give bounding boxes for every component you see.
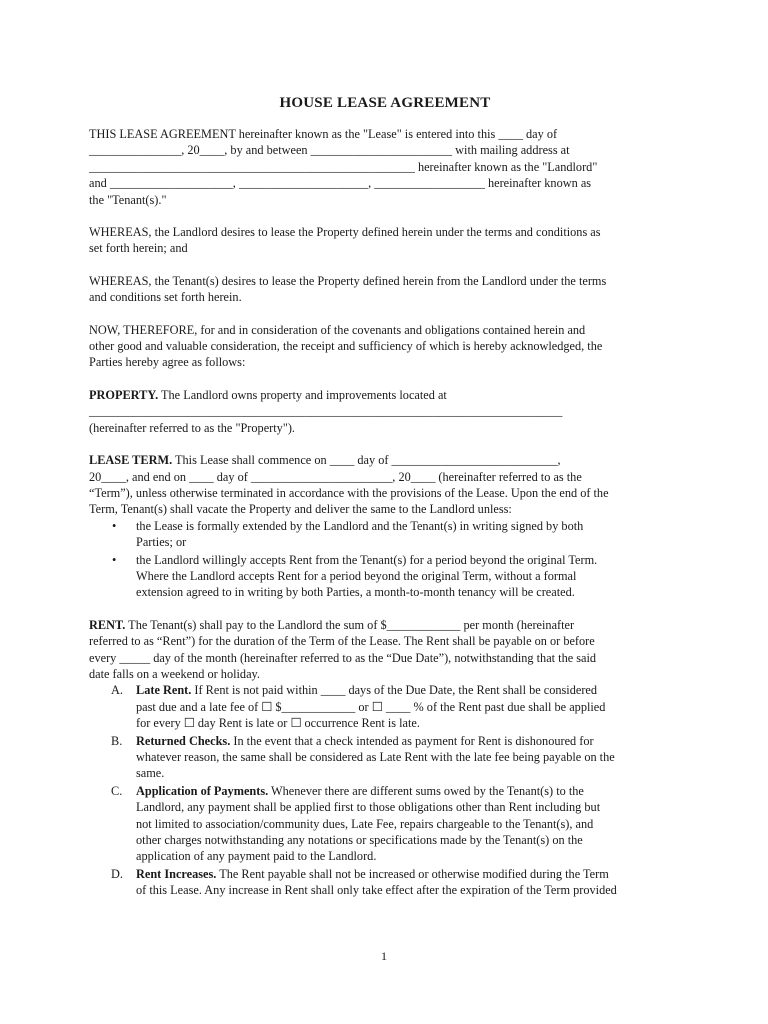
rent-heading: RENT.	[89, 617, 126, 632]
lease-term-conditions-list	[89, 518, 681, 601]
now-therefore-paragraph	[89, 322, 681, 371]
property-line: The Landlord owns property and improvements located at	[158, 387, 447, 402]
lease-term-heading: LEASE TERM.	[89, 453, 173, 468]
whereas-line: set forth herein; and	[89, 241, 188, 256]
subsection-line: Landlord, any payment shall be applied first to those obligations other than Rent including but	[136, 800, 601, 815]
subsection-heading: Late Rent.	[136, 683, 192, 698]
whereas-landlord-paragraph	[89, 224, 681, 257]
whereas-line: WHEREAS, the Landlord desires to lease the Property defined herein under the terms and conditions as	[89, 225, 601, 240]
subsection-line: The Rent payable shall not be increased or otherwise modified during the Term	[216, 866, 609, 881]
whereas-line: WHEREAS, the Tenant(s) desires to lease the Property defined herein from the Landlord under the terms	[89, 273, 607, 288]
subsection-heading: Application of Payments.	[136, 783, 269, 798]
rent-subsection-application-of-payments	[89, 783, 681, 865]
subsection-line: application of any payment paid to the Landlord.	[136, 849, 377, 864]
list-item-line: extension agreed to in writing by both Parties, a month-to-month tenancy will be created.	[136, 585, 575, 600]
intro-line: THIS LEASE AGREEMENT hereinafter known as the "Lease" is entered into this ____ day of	[89, 127, 558, 141]
list-item-line: the Lease is formally extended by the Landlord and the Tenant(s) in writing signed by both	[136, 518, 584, 533]
bullet-icon: •	[112, 552, 117, 567]
lease-term-text	[89, 452, 681, 518]
subsection-line: In the event that a check intended as payment for Rent is dishonoured for	[230, 733, 594, 748]
subsection-line: past due and a late fee of ☐ $____________ or ☐ ____ % of the Rent past due shall be applied	[136, 699, 606, 714]
lease-term-line: This Lease shall commence on ____ day of ___________________________,	[172, 453, 561, 468]
subsection-line: Whenever there are different sums owed by the Tenant(s) to the	[268, 783, 584, 798]
intro-line: the "Tenant(s)."	[89, 192, 167, 207]
property-heading: PROPERTY.	[89, 387, 159, 402]
list-letter: B.	[111, 733, 123, 748]
rent-line: referred to as “Rent”) for the duration of the Term of the Lease. The Rent shall be payable on or before	[89, 634, 595, 649]
rent-subsection-returned-checks	[89, 733, 681, 782]
rent-line: date falls on a weekend or holiday.	[89, 666, 260, 681]
subsection-line: of this Lease. Any increase in Rent shall only take effect after the expiration of the Term provided	[136, 883, 617, 898]
page-number: 1	[381, 949, 387, 963]
list-letter: D.	[111, 866, 123, 881]
list-item-line: Where the Landlord accepts Rent for a period beyond the original Term, without a formal	[136, 568, 577, 583]
rent-text	[89, 617, 681, 683]
subsection-line: If Rent is not paid within ____ days of the Due Date, the Rent shall be considered	[191, 683, 598, 698]
whereas-line: and conditions set forth herein.	[89, 290, 242, 305]
now-line: other good and valuable consideration, the receipt and sufficiency of which is hereby acknowledged, the	[89, 339, 603, 354]
rent-subsection-rent-increases	[89, 866, 681, 899]
lease-term-line: 20____, and end on ____ day of _______________________, 20____ (hereinafter referred to as the	[89, 469, 582, 484]
subsection-line: not limited to association/community dues, Late Fee, repairs chargeable to the Tenant(s), and	[136, 816, 594, 831]
list-letter: C.	[111, 783, 123, 798]
subsection-heading: Returned Checks.	[136, 733, 231, 748]
intro-line: _____________________________________________________ hereinafter known as the "Landlord"	[89, 159, 598, 174]
property-line: (hereinafter referred to as the "Property").	[89, 420, 296, 435]
lease-term-line: “Term”), unless otherwise terminated in accordance with the provisions of the Lease. Upon the end of the	[89, 485, 609, 500]
document-title: HOUSE LEASE AGREEMENT	[279, 95, 491, 111]
subsection-heading: Rent Increases.	[136, 866, 217, 881]
property-section	[89, 387, 689, 436]
rent-subsection-late-rent	[89, 682, 681, 731]
subsection-line: same.	[136, 766, 165, 781]
rent-line: The Tenant(s) shall pay to the Landlord the sum of $____________ per month (hereinafter	[125, 617, 575, 632]
list-item-line: Parties; or	[136, 535, 187, 550]
intro-line: and ____________________, _____________________, __________________ hereinafter known as	[89, 176, 592, 191]
intro-paragraph	[89, 126, 681, 208]
lease-term-section	[89, 452, 681, 601]
rent-subsections-list	[89, 682, 681, 898]
list-letter: A.	[111, 683, 123, 698]
now-line: NOW, THEREFORE, for and in consideration of the covenants and obligations contained herein and	[89, 322, 586, 337]
bullet-icon: •	[112, 518, 117, 533]
list-item	[89, 518, 681, 551]
list-item	[89, 552, 681, 601]
subsection-line: for every ☐ day Rent is late or ☐ occurrence Rent is late.	[136, 716, 420, 731]
whereas-tenant-paragraph	[89, 273, 681, 306]
property-address-blank: _____________________________________________________________________________	[89, 404, 563, 419]
lease-document	[89, 94, 681, 900]
list-item-line: the Landlord willingly accepts Rent from the Tenant(s) for a period beyond the original Term.	[136, 552, 598, 567]
subsection-line: other charges notwithstanding any notations or specifications made by the Tenant(s) on the	[136, 833, 583, 848]
intro-line: _______________, 20____, by and between _______________________ with mailing address at	[89, 143, 570, 158]
rent-section	[89, 617, 681, 899]
subsection-line: whatever reason, the same shall be considered as Late Rent with the late fee being payable on the	[136, 750, 615, 764]
rent-line: every _____ day of the month (hereinafter referred to as the “Due Date”), notwithstanding that the said	[89, 650, 597, 665]
now-line: Parties hereby agree as follows:	[89, 355, 246, 370]
lease-term-line: Term, Tenant(s) shall vacate the Property and deliver the same to the Landlord unless:	[89, 502, 512, 517]
